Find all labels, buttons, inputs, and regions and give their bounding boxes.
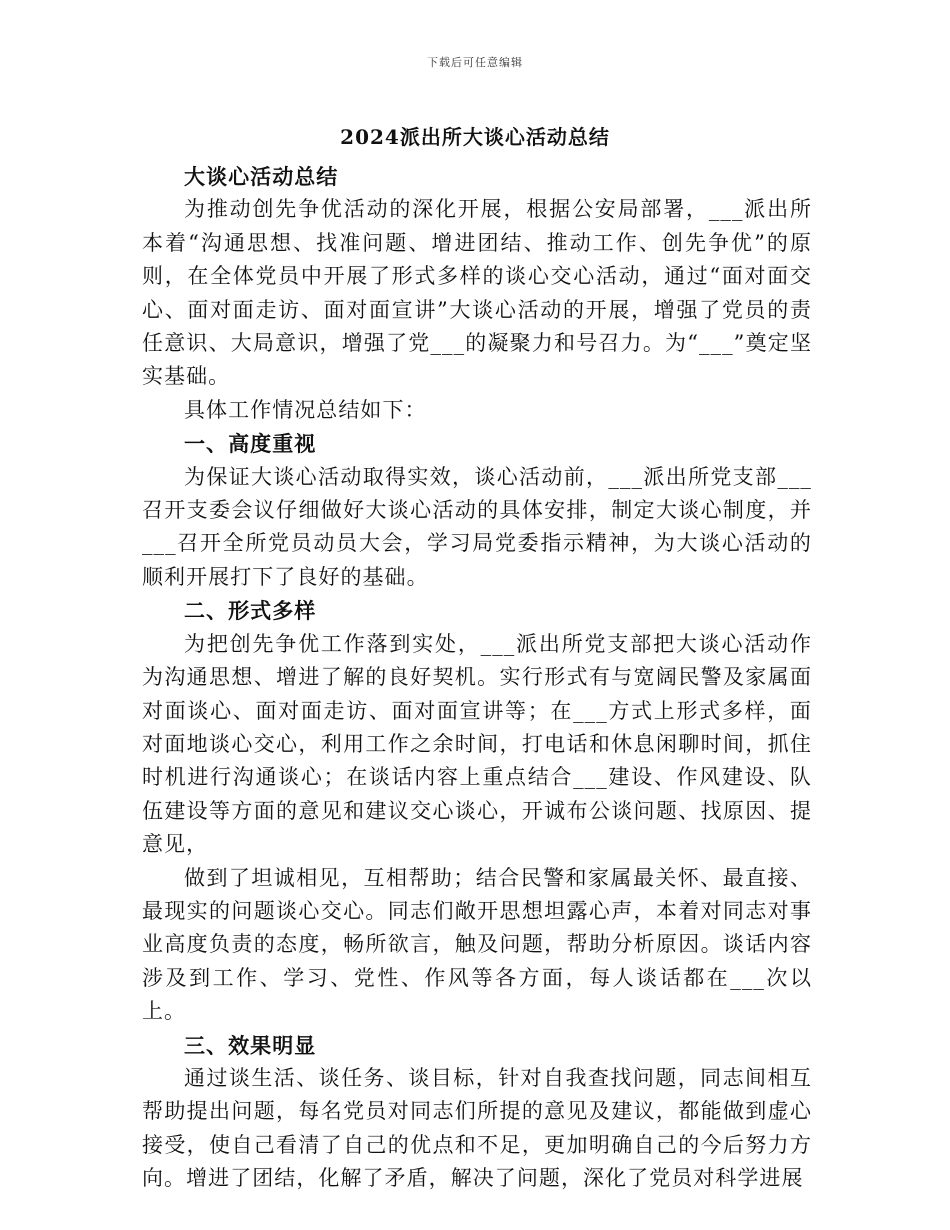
section-heading-3: 三、效果明显 xyxy=(184,1032,317,1058)
document-body xyxy=(142,160,812,1196)
intro-paragraph: 为推动创先争优活动的深化开展，根据公安局部署，___派出所本着“沟通思想、找准问题、增进团结、推动工作、创先争优”的原则，在全体党员中开展了形式多样的谈心交心活动，通过“面对面交心、面对面走访、面对面宣讲”大谈心活动的开展，增强了党员的责任意识、大局意识，增强了党___的凝聚力和号召力。为“___”奠定坚实基础。 xyxy=(142,197,812,389)
document-title: 2024派出所大谈心活动总结 xyxy=(340,125,610,149)
section-1-paragraph-1: 为保证大谈心活动取得实效，谈心活动前，___派出所党支部___召开支委会议仔细做好大谈心活动的具体安排，制定大谈心制度，并___召开全所党员动员大会，学习局党委指示精神，为大谈心活动的顺利开展打下了良好的基础。 xyxy=(142,464,812,589)
summary-lead-paragraph: 具体工作情况总结如下： xyxy=(184,397,427,422)
header-note: 下载后可任意编辑 xyxy=(427,56,523,69)
subtitle-heading: 大谈心活动总结 xyxy=(184,164,339,189)
section-2-paragraph-1: 为把创先争优工作落到实处，___派出所党支部把大谈心活动作为沟通思想、增进了解的良好契机。实行形式有与宽阔民警及家属面对面谈心、面对面走访、面对面宣讲等；在___方式上形式多样，面对面地谈心交心，利用工作之余时间，打电话和休息闲聊时间，抓住时机进行沟通谈心；在谈话内容上重点结合___建设、作风建设、队伍建设等方面的意见和建议交心谈心，开诚布公谈问题、找原因、提意见， xyxy=(142,631,812,857)
section-heading-2: 二、形式多样 xyxy=(184,598,317,624)
section-3-paragraph-1: 通过谈生活、谈任务、谈目标，针对自我查找问题，同志间相互帮助提出问题，每名党员对同志们所提的意见及建议，都能做到虚心接受，使自己看清了自己的优点和不足，更加明确自己的今后努力方向。增进了团结，化解了矛盾，解决了问题，深化了党员对科学进展 xyxy=(142,1065,812,1191)
section-2-paragraph-2: 做到了坦诚相见，互相帮助；结合民警和家属最关怀、最直接、最现实的问题谈心交心。同志们敞开思想坦露心声，本着对同志对事业高度负责的态度，畅所欲言，触及问题，帮助分析原因。谈话内容涉及到工作、学习、党性、作风等各方面，每人谈话都在___次以上。 xyxy=(142,865,812,1024)
section-heading-1: 一、高度重视 xyxy=(184,431,317,457)
